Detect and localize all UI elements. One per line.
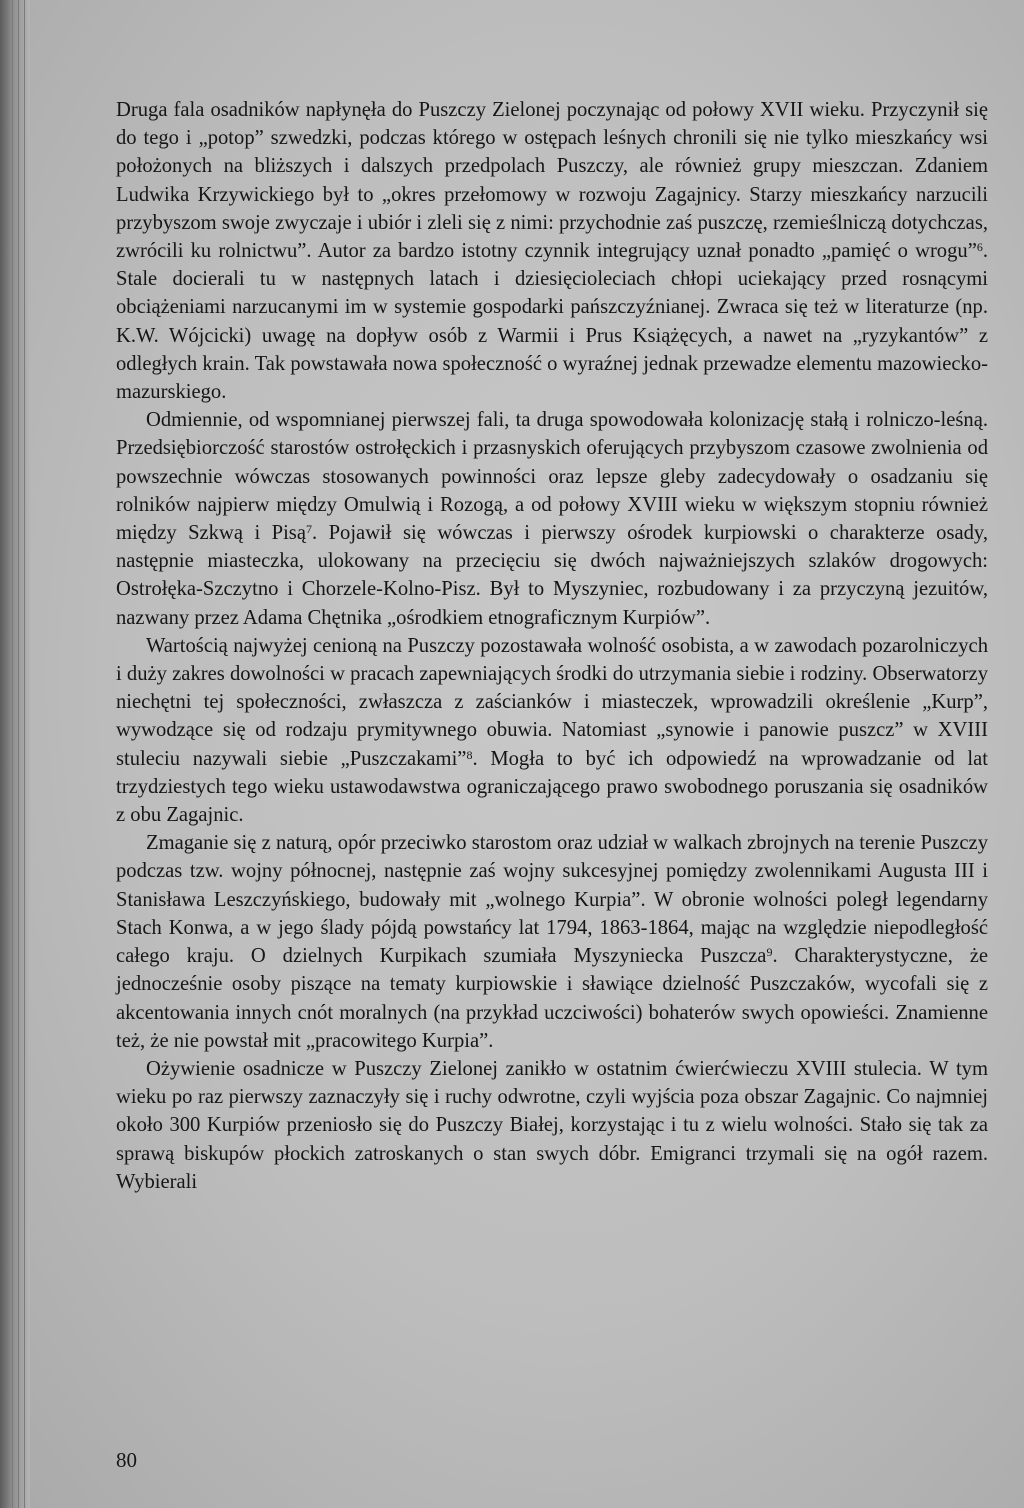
page-number: 80	[116, 1448, 137, 1472]
text-run: Zmaganie się z naturą, opór przeciwko starostom oraz udział w walkach zbrojnych na terenie Puszczy podczas tzw. wojny północnej, następnie zaś wojny sukcesyjnej pomiędzy zwolennikami Augusta III i Stanisława Leszczyńskiego, budowały mit „wolnego Kurpia”. W obronie wolności poległ legendarny Stach Konwa, a w jego ślady pójdą powstańcy lat 1794, 1863-1864, mając na względzie niepodległość całego kraju. O dzielnych Kurpikach szumiała Myszyniecka Puszcza	[116, 832, 988, 968]
footnote-marker: 7	[305, 522, 312, 537]
paragraph	[116, 632, 988, 829]
page-binding-shadow	[0, 0, 30, 1508]
paragraph	[116, 829, 988, 1055]
paragraph	[116, 1055, 988, 1196]
body-text	[116, 96, 988, 1196]
page-edge-line	[24, 0, 25, 1508]
text-run: Wartością najwyżej cenioną na Puszczy pozostawała wolność osobista, a w zawodach pozarolniczych i duży zakres dowolności w pracach zapewniających środki do utrzymania siebie i rodziny. Obserwatorzy niechętni tej społeczności, zwłaszcza z zaścianków i miasteczek, wprowadzili określenie „Kurp”, wywodzące się od rodzaju prymitywnego obuwia. Natomiast „synowie i panowie puszcz” w XVIII stuleciu nazywali siebie „Puszczakami”	[116, 634, 988, 770]
paragraph	[116, 406, 988, 632]
text-run: . Pojawił się wówczas i pierwszy ośrodek kurpiowski o charakterze osady, następnie miasteczka, ulokowany na przecięciu się dwóch najważniejszych szlaków drogowych: Ostrołęka-Szczytno i Chorzele-Kolno-Pisz. Był to Myszyniec, rozbudowany i za przyczyną jezuitów, nazwany przez Adama Chętnika „ośrodkiem etnograficznym Kurpiów”.	[116, 522, 989, 629]
footnote-marker: 9	[766, 945, 773, 960]
text-run: . Charakterystyczne, że jednocześnie osoby piszące na tematy kurpiowskie i sławiące dzielność Puszczaków, wycofali się z akcentowania innych cnót moralnych (na przykład uczciwości) bohaterów swych opowieści. Znamienne też, że nie powstał mit „pracowitego Kurpia”.	[116, 945, 988, 1052]
footnote-marker: 6	[976, 240, 983, 255]
text-run: . Stale docierali tu w następnych latach i dziesięcioleciach chłopi uciekający przed rosnącymi obciążeniami narzucanymi im w systemie gospodarki pańszczyźnianej. Zwraca się też w literaturze (np. K.W. Wójcicki) uwagę na dopływ osób z Warmii i Prus Książęcych, a nawet na „ryzykantów” z odległych krain. Tak powstawała nowa społeczność o wyraźnej jednak przewadze elementu mazowiecko-mazurskiego.	[116, 240, 988, 404]
paragraph	[116, 96, 988, 406]
footnote-marker: 8	[466, 747, 473, 762]
page-edge-line	[18, 0, 19, 1508]
text-run: . Mogła to być ich odpowiedź na wprowadzanie od lat trzydziestych tego wieku ustawodawstwa ograniczającego prawo swobodnego poruszania się osadników z obu Zagajnic.	[116, 747, 988, 827]
page-edge-line	[12, 0, 13, 1508]
text-run: Druga fala osadników napłynęła do Puszczy Zielonej poczynając od połowy XVII wieku. Przyczynił się do tego i „potop” szwedzki, podczas którego w ostępach leśnych chronili się nie tylko mieszkańcy wsi położonych na bliższych i dalszych przedpolach Puszczy, ale również grupy mieszczan. Zdaniem Ludwika Krzywickiego był to „okres przełomowy w rozwoju Zagajnicy. Starzy mieszkańcy narzucili przybyszom swoje zwyczaje i ubiór i zleli się z nimi: przychodnie zaś puszczę, rzemieślniczą dotychczas, zwrócili ku rolnictwu”. Autor za bardzo istotny czynnik integrujący uznał ponadto „pamięć o wrogu”	[116, 99, 988, 263]
text-run: Ożywienie osadnicze w Puszczy Zielonej zanikło w ostatnim ćwierćwieczu XVIII stulecia. W tym wieku po raz pierwszy zaznaczyły się i ruchy odwrotne, czyli wyjścia poza obszar Zagajnic. Co najmniej około 300 Kurpiów przeniosło się do Puszczy Białej, korzystając i tu z wielu wolności. Stało się tak za sprawą biskupów płockich zatroskanych o stan swych dóbr. Emigranci trzymali się na ogół razem. Wybierali	[116, 1057, 988, 1193]
text-run: Odmiennie, od wspomnianej pierwszej fali, ta druga spowodowała kolonizację stałą i rolniczo-leśną. Przedsiębiorczość starostów ostrołęckich i przasnyskich oferujących przybyszom czasowe zwolnienia od powszechnie wówczas stosowanych powinności oraz lepsze gleby zadecydowały o osadzaniu się rolników najpierw między Omulwią i Rozogą, a od połowy XVIII wieku w większym stopniu również między Szkwą i Pisą	[116, 409, 988, 545]
